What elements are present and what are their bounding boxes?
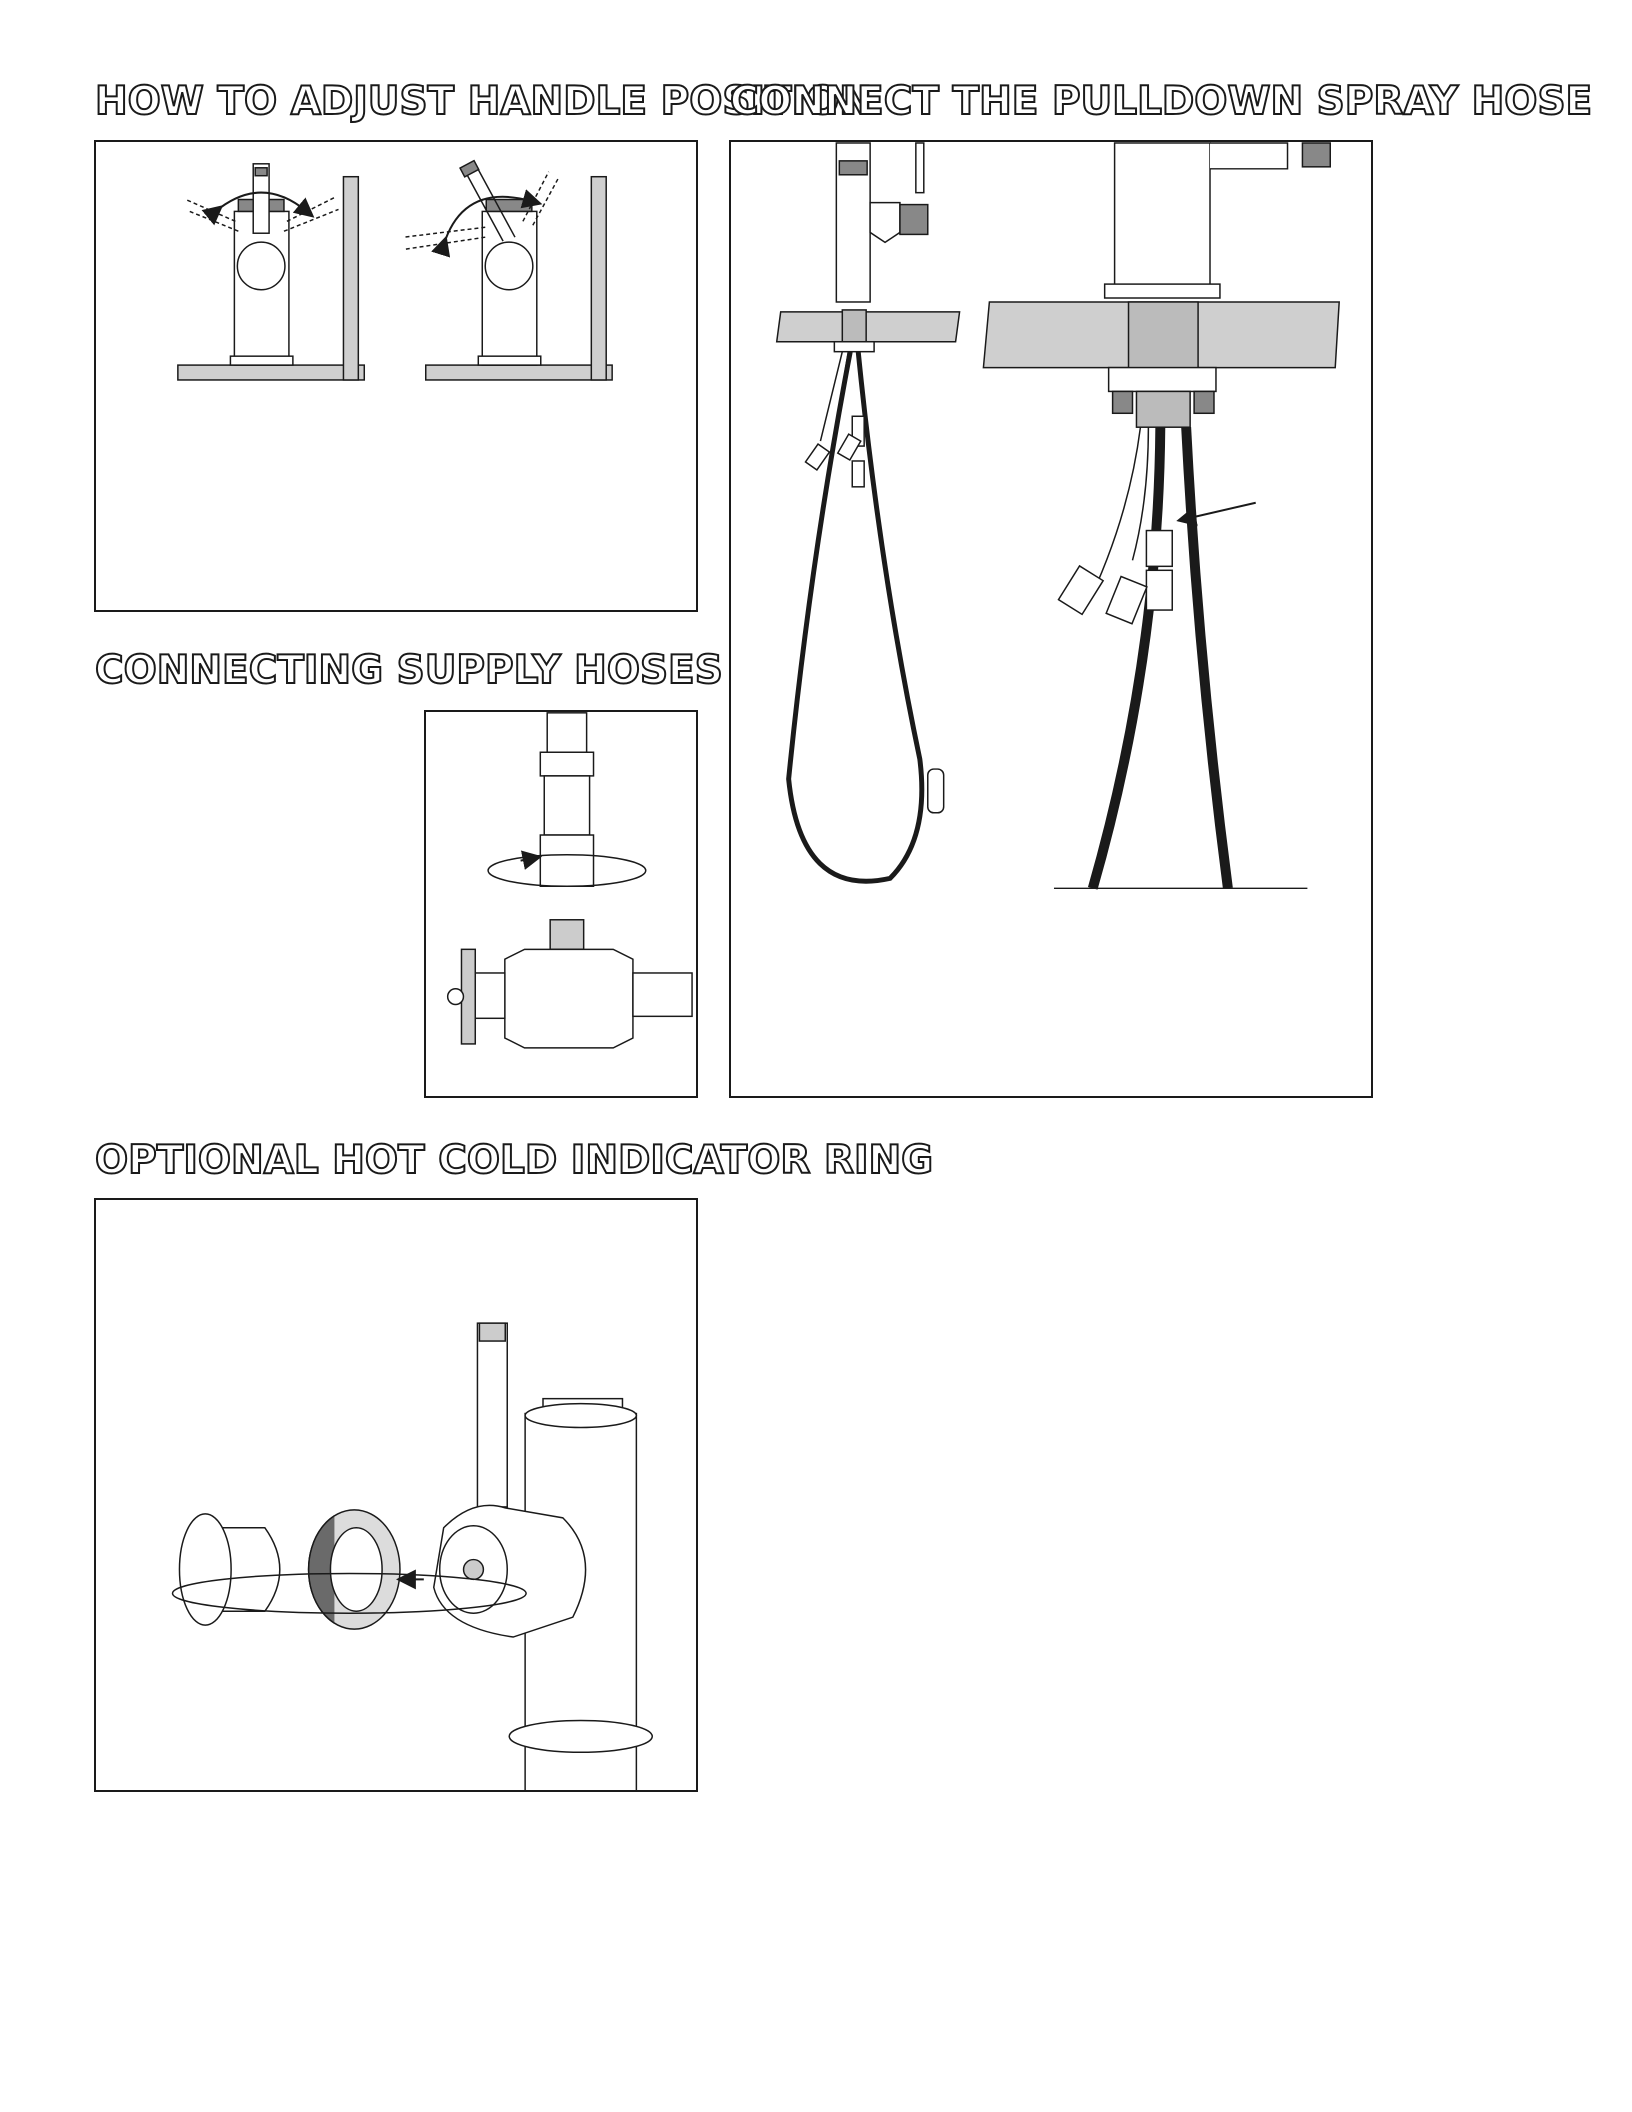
heading-indicator-ring: OPTIONAL HOT COLD INDICATOR RING (95, 1138, 934, 1183)
heading-pulldown-hose: CONNECT THE PULLDOWN SPRAY HOSE (730, 79, 1593, 124)
faucet-body-icon (434, 1323, 653, 1790)
supply-hoses-diagram (424, 710, 698, 1098)
supply-hoses-illustration (426, 712, 696, 1096)
pulldown-hose-diagram (729, 140, 1373, 1098)
faucet-right-icon (404, 161, 612, 380)
supply-connection-icon (448, 713, 692, 1048)
adjust-handle-diagram (94, 140, 698, 612)
pulldown-hose-illustration (731, 142, 1371, 1096)
indicator-ring-illustration (96, 1200, 696, 1790)
adjust-handle-illustration (96, 142, 696, 610)
indicator-ring-diagram (94, 1198, 698, 1792)
heading-adjust-handle: HOW TO ADJUST HANDLE POSITION (95, 79, 872, 124)
large-faucet-view-icon (983, 143, 1339, 888)
heading-supply-hoses: CONNECTING SUPPLY HOSES (95, 648, 723, 693)
small-faucet-view-icon (777, 143, 960, 881)
faucet-left-icon (178, 164, 364, 380)
